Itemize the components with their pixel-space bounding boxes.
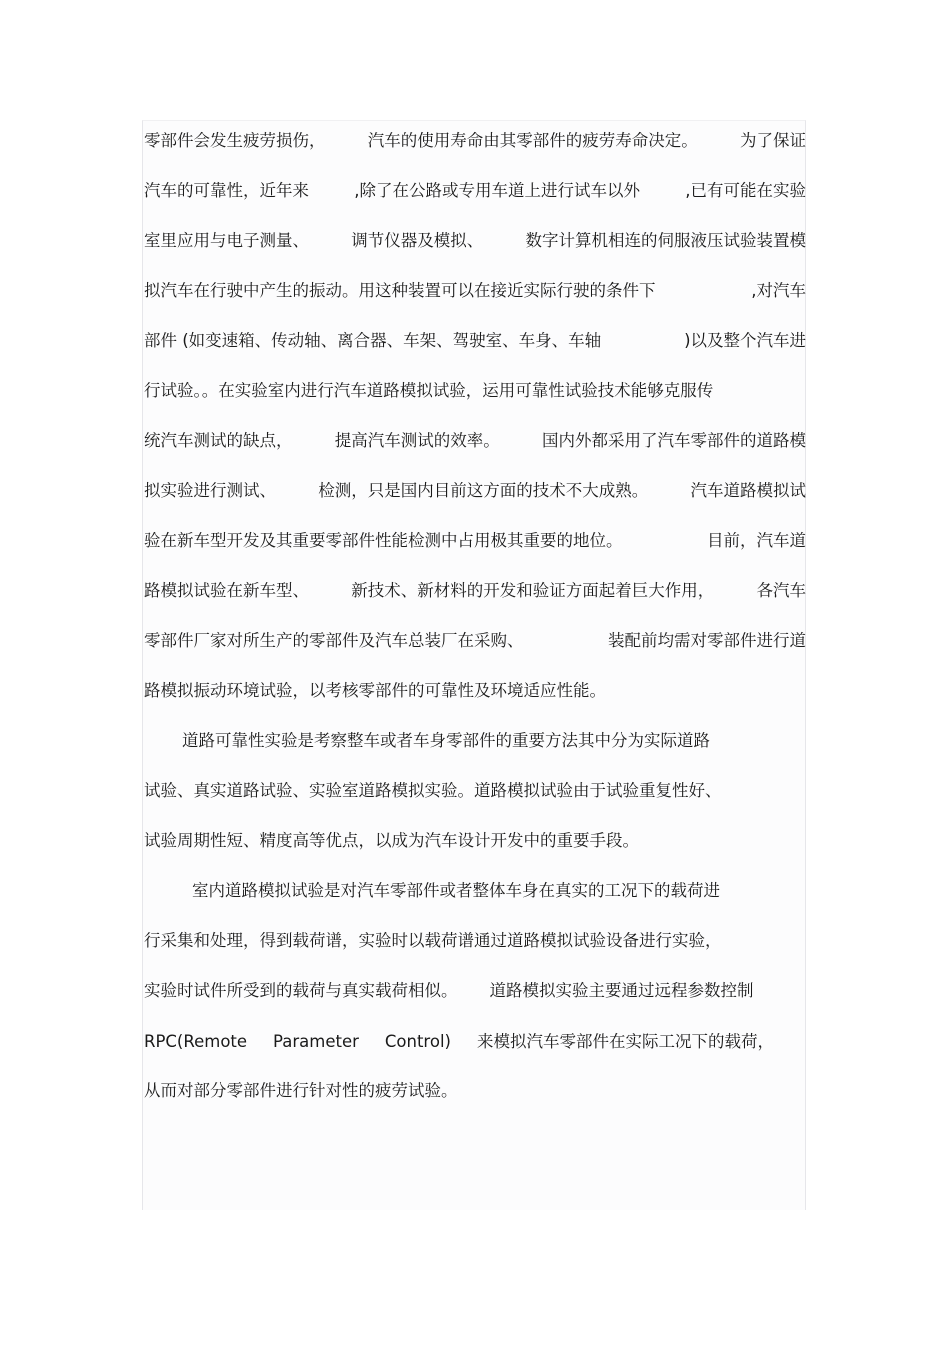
text-line	[144, 576, 806, 606]
text-segment: 提高汽车测试的效率。	[334, 431, 500, 450]
text-line	[144, 1076, 806, 1106]
text-segment: 室内道路模拟试验是对汽车零部件或者整体车身在真实的工况下的载荷进	[192, 881, 720, 900]
text-line	[144, 376, 806, 406]
text-line	[144, 126, 806, 156]
text-segment: 行采集和处理，得到载荷谱，实验时以载荷谱通过道路模拟试验设备进行实验，	[144, 931, 722, 950]
text-segment: 检测，只是国内目前这方面的技术不大成熟。	[318, 481, 649, 500]
text-segment: 路模拟振动环境试验，以考核零部件的可靠性及环境适应性能。	[144, 681, 606, 700]
text-line	[144, 476, 806, 506]
text-line	[144, 176, 806, 206]
text-segment: 目前，汽车道	[707, 531, 806, 550]
text-segment: 来模拟汽车零部件在实际工况下的载荷，	[476, 1032, 774, 1051]
text-line	[144, 776, 806, 806]
text-segment: ,已有可能在实验	[685, 181, 806, 200]
text-segment: 国内外都采用了汽车零部件的道路模	[542, 431, 806, 450]
text-segment: 路模拟试验在新车型、	[144, 581, 309, 600]
text-line	[144, 726, 806, 756]
text-segment: 试验、真实道路试验、实验室道路模拟实验。道路模拟试验由于试验重复性好、	[144, 781, 722, 800]
text-line	[144, 676, 806, 706]
text-segment: 从而对部分零部件进行针对性的疲劳试验。	[144, 1081, 458, 1100]
text-segment: Control)	[384, 1032, 451, 1051]
text-segment: 试验周期性短、精度高等优点，以成为汽车设计开发中的重要手段。	[144, 831, 639, 850]
text-segment: 装配前均需对零部件进行道	[608, 631, 806, 650]
text-segment: 拟汽车在行驶中产生的振动。用这种装置可以在接近实际行驶的条件下	[144, 281, 656, 300]
text-segment: 统汽车测试的缺点，	[144, 431, 293, 450]
text-line	[144, 876, 806, 906]
text-line	[144, 326, 806, 356]
text-segment: 为了保证	[740, 131, 806, 150]
text-segment: 汽车的可靠性，近年来	[144, 181, 309, 200]
text-segment: 部件 (如变速箱、传动轴、离合器、车架、驾驶室、车身、车轴	[144, 331, 602, 350]
text-line	[144, 626, 806, 656]
text-line	[144, 976, 806, 1006]
text-segment: 各汽车	[756, 581, 806, 600]
text-segment: RPC(Remote	[144, 1032, 248, 1051]
text-segment: 新技术、新材料的开发和验证方面起着巨大作用，	[351, 581, 715, 600]
text-segment: )以及整个汽车进	[684, 331, 806, 350]
text-segment: 实验时试件所受到的载荷与真实载荷相似。	[144, 981, 458, 1000]
text-line	[144, 526, 806, 556]
text-segment: 调节仪器及模拟、	[351, 231, 484, 250]
text-segment: 零部件厂家对所生产的零部件及汽车总装厂在采购、	[144, 631, 524, 650]
text-segment: 数字计算机相连的伺服液压试验装置模	[525, 231, 806, 250]
text-line	[144, 926, 806, 956]
text-segment: 行试验。。在实验室内进行汽车道路模拟试验，运用可靠性试验技术能够克服传	[144, 381, 714, 400]
text-line	[144, 1027, 774, 1057]
text-segment: Parameter	[273, 1032, 359, 1051]
text-segment: ,对汽车	[751, 281, 806, 300]
text-line	[144, 226, 806, 256]
text-segment: ,除了在公路或专用车道上进行试车以外	[354, 181, 640, 200]
text-segment: 验在新车型开发及其重要零部件性能检测中占用极其重要的地位。	[144, 531, 623, 550]
text-line	[144, 826, 806, 856]
text-line	[144, 276, 806, 306]
text-segment: 道路可靠性实验是考察整车或者车身零部件的重要方法其中分为实际道路	[182, 731, 710, 750]
text-segment: 汽车道路模拟试	[690, 481, 806, 500]
text-segment: 零部件会发生疲劳损伤，	[144, 131, 326, 150]
text-segment: 拟实验进行测试、	[144, 481, 276, 500]
text-segment: 汽车的使用寿命由其零部件的疲劳寿命决定。	[367, 131, 698, 150]
text-line	[144, 426, 806, 456]
text-segment: 室里应用与电子测量、	[144, 231, 309, 250]
text-segment: 道路模拟实验主要通过远程参数控制	[489, 981, 754, 1000]
